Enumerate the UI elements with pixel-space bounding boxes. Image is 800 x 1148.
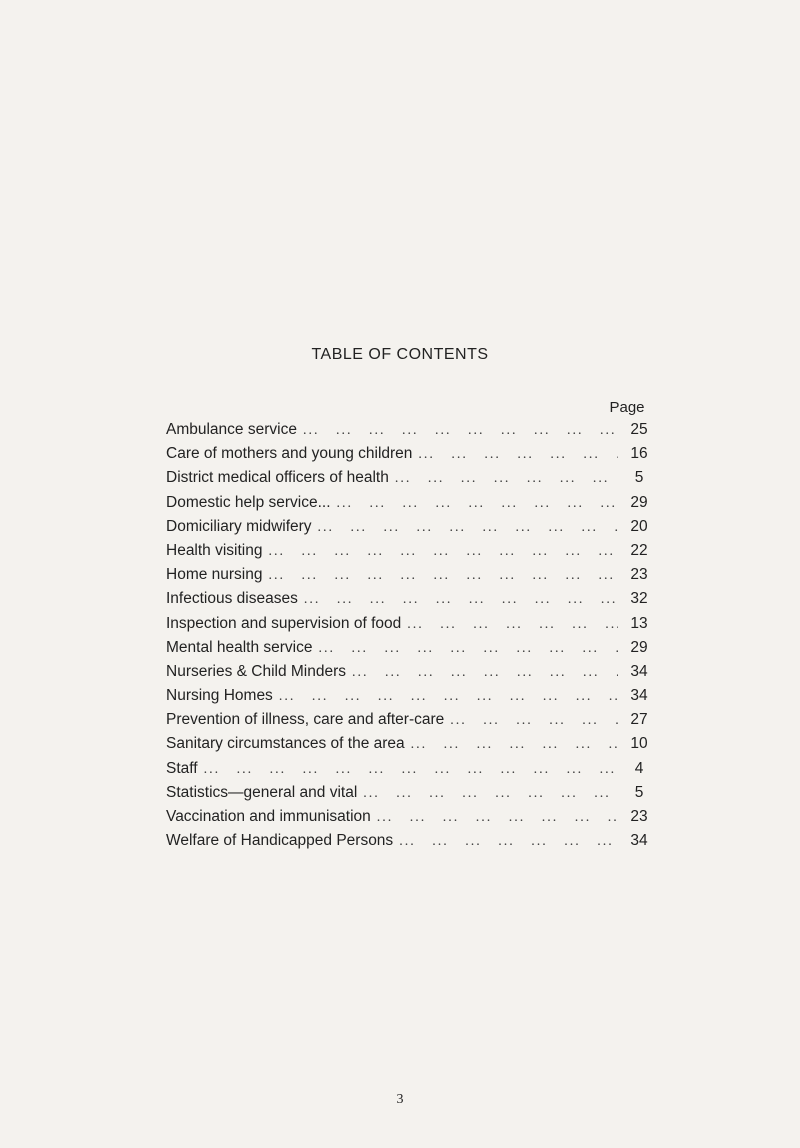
toc-entry (166, 494, 656, 518)
dot-leader (450, 713, 618, 729)
toc-entry-page: 29 (630, 493, 648, 511)
toc-entry (166, 832, 656, 856)
toc-entry-page: 23 (630, 808, 648, 825)
dot-leader (418, 447, 618, 463)
dot-leader (318, 520, 618, 536)
dot-leader (303, 423, 618, 439)
page-column-header: Page (609, 399, 645, 416)
toc-entry-page: 29 (630, 638, 648, 656)
toc-entry-page: 20 (630, 517, 648, 535)
toc-entry-label: Ambulance service (166, 421, 303, 439)
toc-entry-label: Sanitary circumstances of the area (166, 735, 411, 753)
toc-entry-page: 16 (630, 445, 648, 463)
dot-leader (269, 544, 619, 560)
toc-entry-page: 22 (630, 541, 648, 559)
toc-entry-page: 34 (630, 662, 648, 680)
dot-leader (411, 737, 618, 753)
dot-leader (204, 762, 618, 778)
toc-entry (166, 615, 656, 639)
toc-entry-label: Nurseries & Child Minders (166, 663, 352, 681)
dot-leader (407, 617, 618, 633)
toc-entry (166, 784, 656, 808)
toc-entry-label: Statistics—general and vital (166, 784, 363, 802)
toc-entry-page: 23 (630, 566, 648, 584)
toc-entry-page: 5 (634, 469, 644, 487)
dot-leader (363, 786, 618, 802)
toc-entry-page: 5 (634, 783, 644, 801)
toc-entry-label: Welfare of Handicapped Persons (166, 832, 399, 850)
toc-entry (166, 518, 656, 542)
toc-entry-label: Nursing Homes (166, 687, 279, 705)
toc-entry-label: Inspection and supervision of food (166, 615, 407, 633)
table-of-contents (166, 421, 656, 856)
toc-entry (166, 735, 656, 759)
toc-entry-page: 34 (630, 832, 648, 850)
dot-leader (399, 834, 618, 850)
toc-entry-page: 10 (630, 735, 648, 753)
dot-leader (377, 810, 618, 826)
toc-entry-label: Infectious diseases (166, 590, 304, 608)
toc-entry (166, 590, 656, 614)
dot-leader (395, 471, 618, 487)
toc-entry-label: Vaccination and immunisation (166, 808, 377, 826)
toc-entry (166, 469, 656, 493)
dot-leader (318, 641, 618, 657)
footer-page-number: 3 (396, 1092, 404, 1107)
dot-leader (352, 665, 618, 681)
toc-entry (166, 808, 656, 832)
toc-entry-label: Health visiting (166, 542, 269, 560)
page-title: TABLE OF CONTENTS (311, 346, 489, 363)
toc-entry-page: 4 (634, 759, 644, 777)
toc-entry-label: Mental health service (166, 639, 318, 657)
toc-entry (166, 687, 656, 711)
toc-entry (166, 421, 656, 445)
dot-leader (337, 496, 618, 512)
toc-entry-label: Home nursing (166, 566, 269, 584)
toc-entry (166, 760, 656, 784)
toc-entry (166, 445, 656, 469)
toc-entry-label: Domiciliary midwifery (166, 518, 318, 536)
toc-entry-label: District medical officers of health (166, 469, 395, 487)
toc-entry (166, 711, 656, 735)
toc-entry (166, 639, 656, 663)
toc-entry-page: 13 (630, 614, 648, 632)
toc-entry-label: Staff (166, 760, 204, 778)
toc-entry-label: Domestic help service... (166, 494, 337, 512)
toc-entry-page: 27 (630, 711, 648, 729)
dot-leader (269, 568, 619, 584)
toc-entry (166, 663, 656, 687)
toc-entry-label: Prevention of illness, care and after-care (166, 711, 450, 729)
toc-entry-page: 25 (630, 421, 648, 438)
toc-entry-label: Care of mothers and young children (166, 445, 418, 463)
dot-leader (304, 592, 618, 608)
toc-entry (166, 542, 656, 566)
toc-entry-page: 34 (630, 687, 648, 705)
toc-entry (166, 566, 656, 590)
toc-entry-page: 32 (630, 590, 648, 608)
dot-leader (279, 689, 618, 705)
